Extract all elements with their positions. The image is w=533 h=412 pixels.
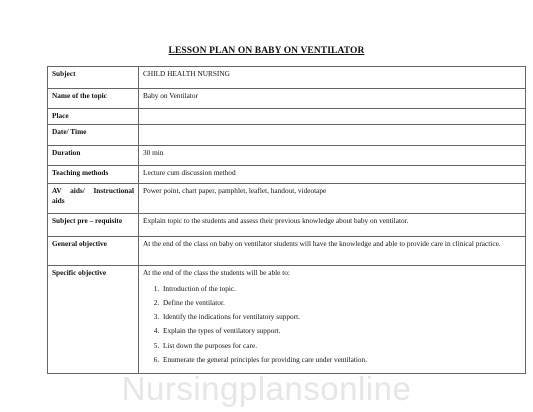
list-item: 1. Introduction of the topic. — [161, 284, 521, 294]
row-value: Lecture cum discussion method — [139, 166, 526, 184]
list-item: 2. Define the ventilator. — [161, 298, 521, 308]
specific-objective-cell — [139, 266, 526, 374]
list-item: 4. Explain the types of ventilatory support. — [161, 326, 521, 336]
table-row — [48, 166, 526, 184]
table-row — [48, 237, 526, 266]
table-row — [48, 184, 526, 214]
row-label: Name of the topic — [48, 89, 139, 109]
row-label: Place — [48, 109, 139, 125]
row-label: Date/ Time — [48, 125, 139, 146]
row-label: Specific objective — [48, 266, 139, 374]
table-row — [48, 67, 526, 89]
row-value: Power point, chart paper, pamphlet, leaflet, handout, videotape — [139, 184, 526, 214]
row-value: Baby on Ventilator — [139, 89, 526, 109]
row-value: At the end of the class on baby on ventilator students will have the knowledge and able to provide care in clinical practice. — [139, 237, 526, 266]
objective-list — [143, 284, 521, 365]
row-value: Explain topic to the students and assess their previous knowledge about baby on ventilator. — [139, 214, 526, 237]
document-title: LESSON PLAN ON BABY ON VENTILATOR — [168, 46, 365, 56]
row-value — [139, 125, 526, 146]
table-row — [48, 109, 526, 125]
row-label: Subject — [48, 67, 139, 89]
row-label: Subject pre – requisite — [48, 214, 139, 237]
lesson-plan-table — [47, 66, 526, 374]
table-row — [48, 266, 526, 374]
watermark: Nursingplansonline — [121, 370, 412, 407]
row-label: Teaching methods — [48, 166, 139, 184]
table-row — [48, 89, 526, 109]
list-item: 5. List down the purposes for care. — [161, 341, 521, 351]
row-value — [139, 109, 526, 125]
row-value: CHILD HEALTH NURSING — [139, 67, 526, 89]
row-value: 30 min — [139, 146, 526, 166]
table-row — [48, 125, 526, 146]
row-value: At the end of the class the students will be able to: — [143, 268, 290, 277]
table-row — [48, 214, 526, 237]
row-label: Duration — [48, 146, 139, 166]
row-label: General objective — [48, 237, 139, 266]
list-item: 6. Enumerate the general principles for providing care under ventilation. — [161, 355, 521, 365]
row-label: AV aids/ Instructional aids — [48, 184, 139, 214]
table-row — [48, 146, 526, 166]
list-item: 3. Identify the indications for ventilatory support. — [161, 312, 521, 322]
